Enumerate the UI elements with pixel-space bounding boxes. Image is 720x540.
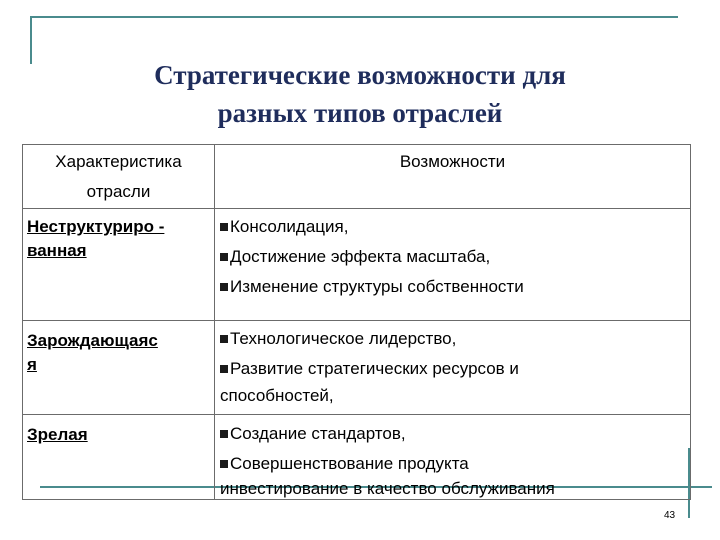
list-item-text: Достижение эффекта масштаба,: [230, 247, 491, 266]
list-item: [215, 354, 690, 384]
list-item: [215, 419, 690, 449]
title-line-2: разных типов отраслей: [217, 98, 503, 128]
row-label-line: Зрелая: [27, 425, 88, 444]
row-opportunities: [215, 209, 691, 321]
list-item-text: Технологическое лидерство,: [230, 329, 457, 348]
frame-line-top: [30, 16, 678, 18]
list-item: [215, 272, 690, 302]
header-opportunities: [215, 145, 691, 209]
table-row: [23, 209, 691, 321]
list-item: [215, 449, 690, 479]
frame-line-left: [30, 16, 32, 64]
list-item-text: Совершенствование продукта: [230, 454, 469, 473]
header-characteristic-line-1: Характеристика: [55, 152, 182, 171]
row-opportunities: [215, 415, 691, 500]
title-line-1: Стратегические возможности для: [154, 60, 566, 90]
list-item-text: Консолидация,: [230, 217, 349, 236]
bullet-square-icon: [220, 365, 228, 373]
row-label: [23, 415, 215, 500]
list-item-text: Развитие стратегических ресурсов и: [230, 359, 519, 378]
row-label: [23, 321, 215, 415]
bullet-square-icon: [220, 430, 228, 438]
list-item: [215, 324, 690, 354]
opportunities-table: [22, 144, 691, 500]
list-item-text: Изменение структуры собственности: [230, 277, 524, 296]
bullet-square-icon: [220, 460, 228, 468]
header-characteristic-line-2: отрасли: [86, 182, 151, 201]
table-row: [23, 321, 691, 415]
bullet-square-icon: [220, 283, 228, 291]
row-label-line: я: [27, 355, 37, 374]
header-characteristic: [23, 145, 215, 209]
list-item-continuation: способностей,: [220, 386, 334, 405]
list-item-text: Создание стандартов,: [230, 424, 406, 443]
page-number: 43: [664, 510, 676, 521]
bullet-square-icon: [220, 253, 228, 261]
list-item: [215, 242, 690, 272]
list-item-continuation: инвестирование в качество обслуживания: [220, 479, 555, 498]
row-label-line: ванная: [27, 241, 87, 260]
bullet-square-icon: [220, 335, 228, 343]
row-label-line: Зарождающаяс: [27, 331, 158, 350]
header-opportunities-label: Возможности: [399, 152, 506, 171]
row-label: [23, 209, 215, 321]
table-header-row: [23, 145, 691, 209]
slide-title: [60, 56, 660, 132]
row-label-line: Неструктуриро -: [27, 217, 165, 236]
bullet-square-icon: [220, 223, 228, 231]
list-item: [215, 212, 690, 242]
table-row: [23, 415, 691, 500]
row-opportunities: [215, 321, 691, 415]
